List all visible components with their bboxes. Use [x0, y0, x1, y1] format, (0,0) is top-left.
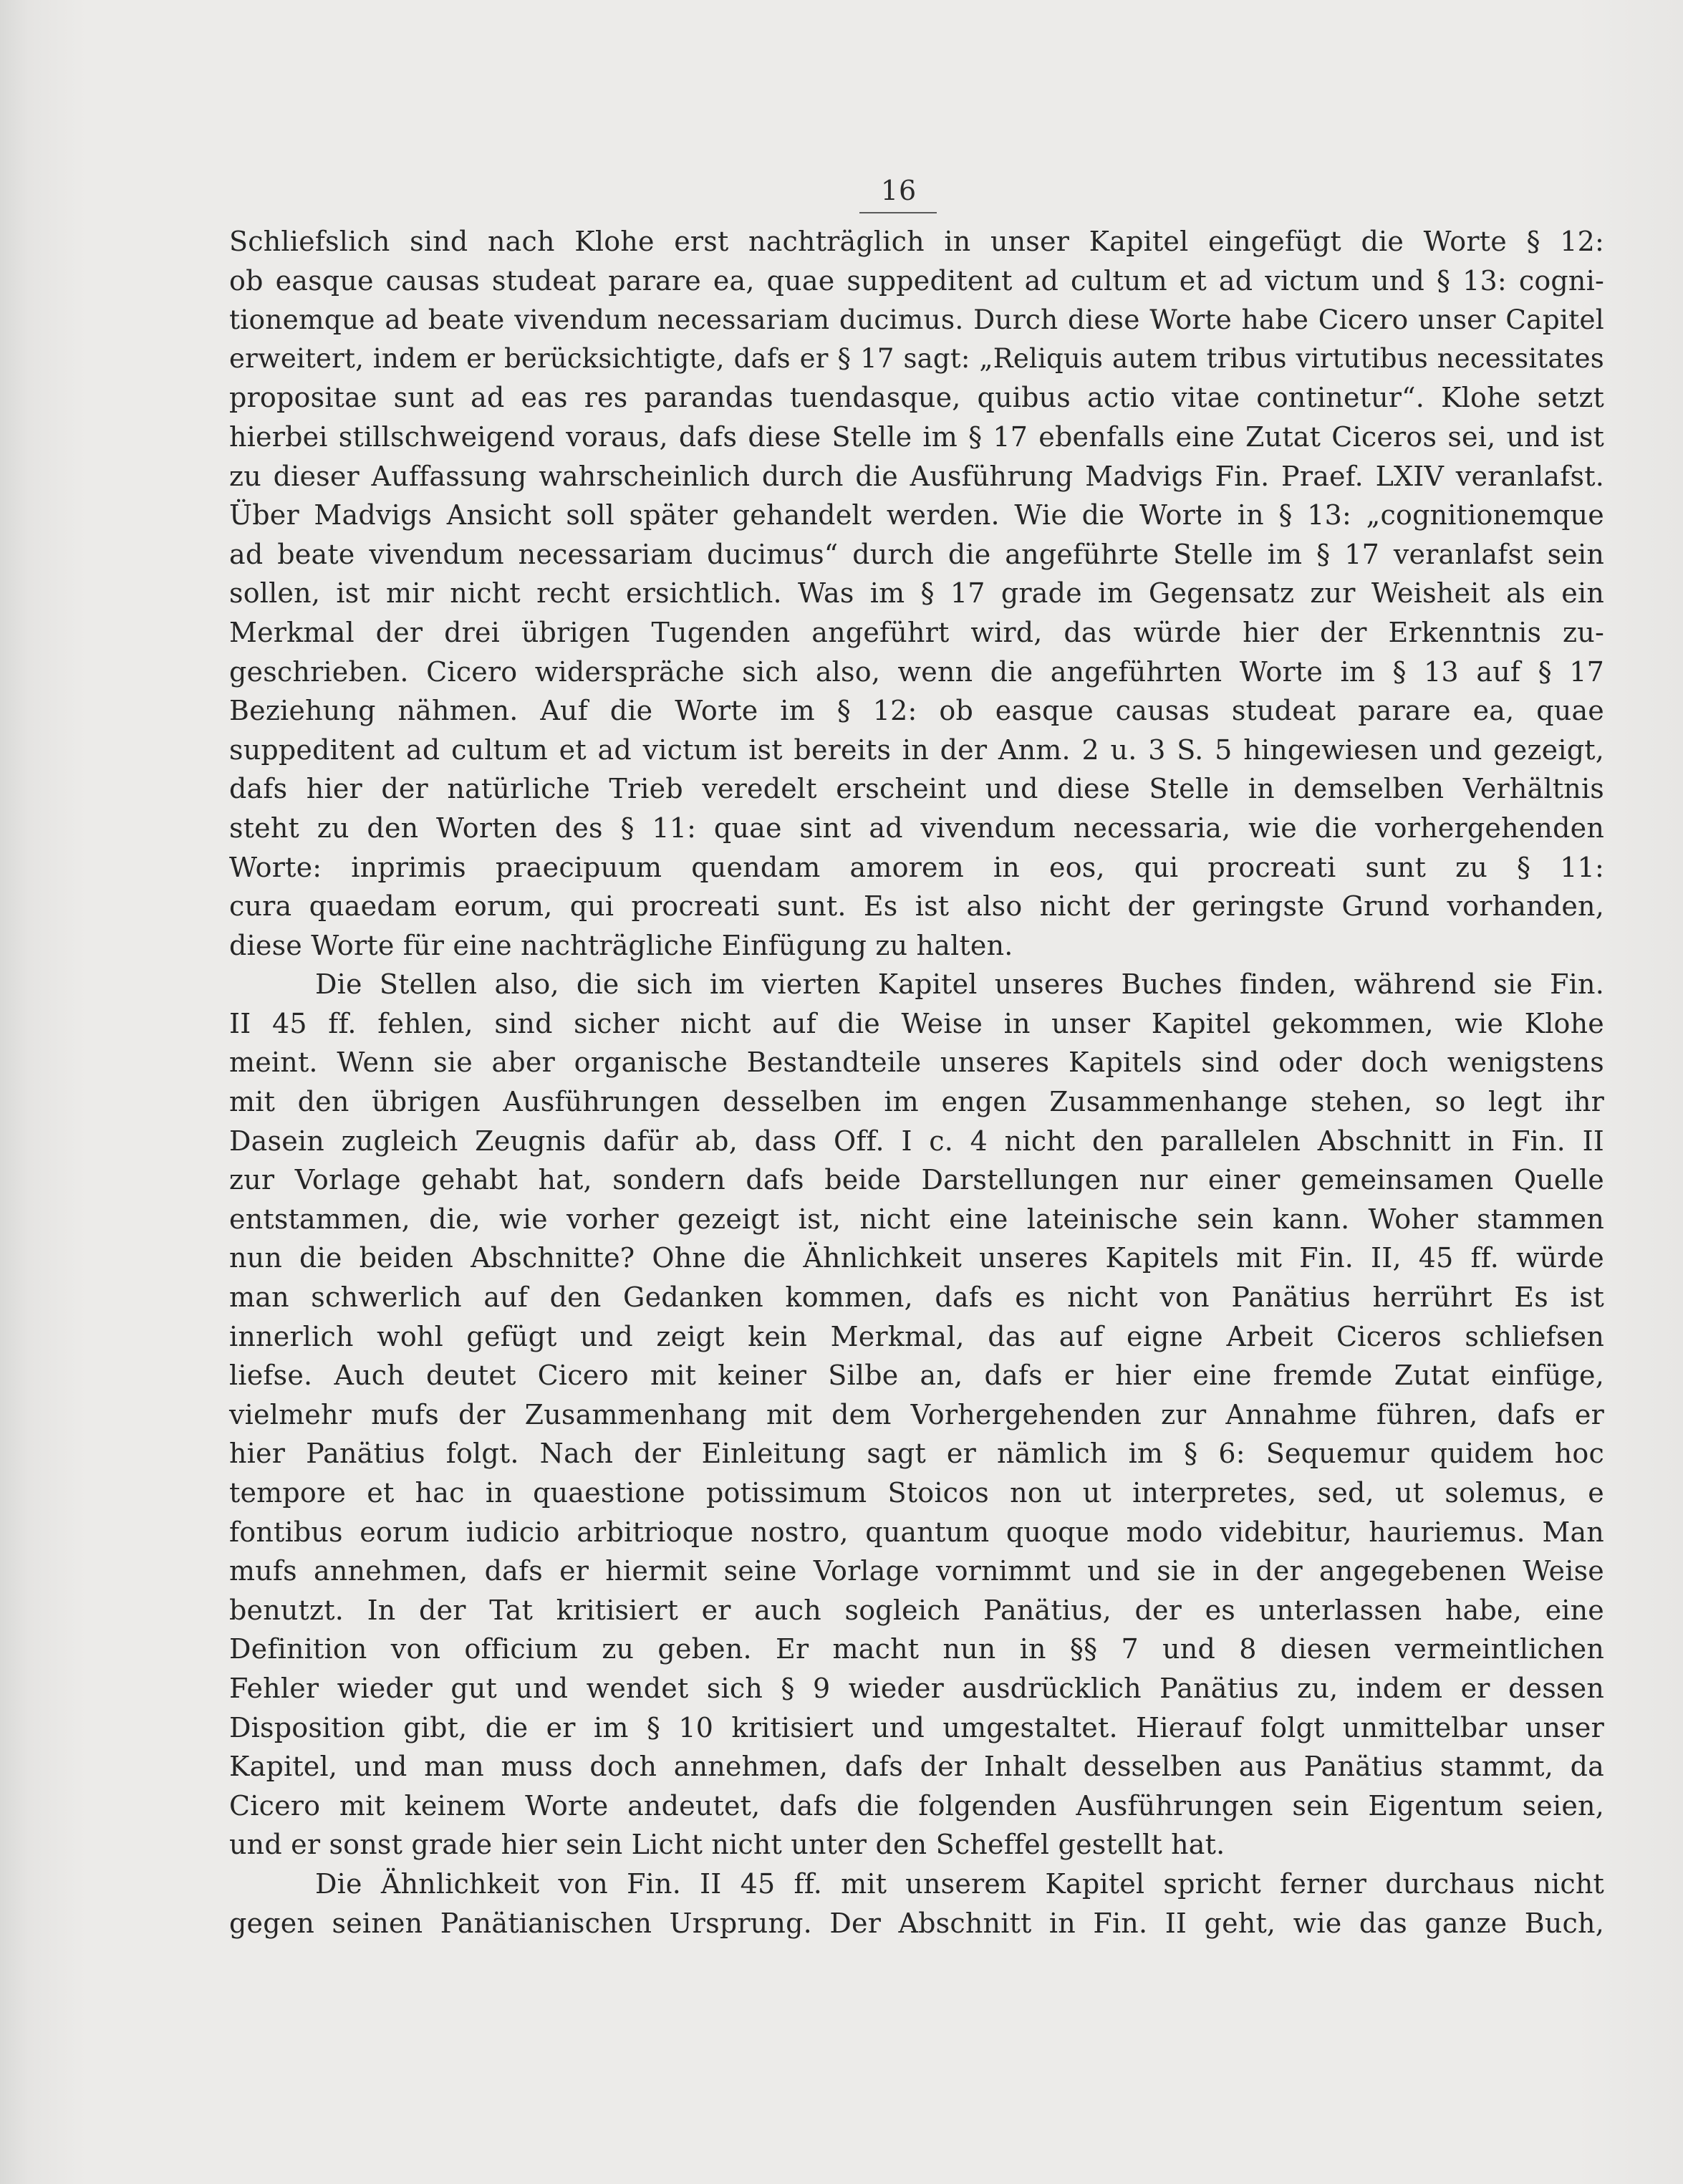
- text-line: mit den übrigen Ausführungen desselben im engen Zusammenhange stehen, so legt ihr: [229, 1086, 1604, 1118]
- body-text: [229, 222, 1604, 1943]
- text-line: suppeditent ad cultum et ad victum ist bereits in der Anm. 2 u. 3 S. 5 hingewiesen und gezeigt,: [229, 733, 1604, 766]
- text-line: Die Ähnlichkeit von Fin. II 45 ff. mit unserem Kapitel spricht ferner durchaus nicht: [315, 1867, 1604, 1900]
- text-line: benutzt. In der Tat kritisiert er auch sogleich Panätius, der es unterlassen habe, eine: [229, 1594, 1604, 1626]
- text-line: gegen seinen Panätianischen Ursprung. Der Abschnitt in Fin. II geht, wie das ganze Buch,: [229, 1907, 1604, 1939]
- text-line: propositae sunt ad eas res parandas tuendasque, quibus actio vitae continetur“. Klohe setzt: [229, 382, 1604, 414]
- text-line: tempore et hac in quaestione potissimum Stoicos non ut interpretes, sed, ut solemus, e: [229, 1477, 1604, 1509]
- text-line: dafs hier der natürliche Trieb veredelt erscheint und diese Stelle in demselben Verhältnis: [229, 773, 1604, 805]
- text-line: hierbei stillschweigend voraus, dafs diese Stelle im § 17 ebenfalls eine Zutat Ciceros sei, und ist: [229, 420, 1604, 453]
- text-line: ad beate vivendum necessariam ducimus“ durch die angeführte Stelle im § 17 veranlafst sein: [229, 538, 1604, 570]
- text-line: entstammen, die, wie vorher gezeigt ist, nicht eine lateinische sein kann. Woher stammen: [229, 1203, 1604, 1235]
- text-line: mufs annehmen, dafs er hiermit seine Vorlage vornimmt und sie in der angegebenen Weise: [229, 1555, 1604, 1587]
- text-line: II 45 ff. fehlen, sind sicher nicht auf die Weise in unser Kapitel gekommen, wie Klohe: [229, 1007, 1604, 1039]
- text-line: Fehler wieder gut und wendet sich § 9 wieder ausdrücklich Panätius zu, indem er dessen: [229, 1672, 1604, 1704]
- text-line: nun die beiden Abschnitte? Ohne die Ähnlichkeit unseres Kapitels mit Fin. II, 45 ff. würde: [229, 1242, 1604, 1274]
- text-line: fontibus eorum iudicio arbitrioque nostro, quantum quoque modo videbitur, hauriemus. Man: [229, 1516, 1604, 1548]
- text-line: innerlich wohl gefügt und zeigt kein Merkmal, das auf eigne Arbeit Ciceros schliefsen: [229, 1320, 1604, 1352]
- text-line: und er sonst grade hier sein Licht nicht unter den Scheffel gestellt hat.: [229, 1829, 1225, 1861]
- text-line: Merkmal der drei übrigen Tugenden angeführt wird, das würde hier der Erkenntnis zu-: [229, 616, 1604, 648]
- text-line: Definition von officium zu geben. Er macht nun in §§ 7 und 8 diesen vermeintlichen: [229, 1633, 1604, 1665]
- text-line: Beziehung nähmen. Auf die Worte im § 12: ob easque causas studeat parare ea, quae: [229, 695, 1604, 727]
- text-line: man schwerlich auf den Gedanken kommen, dafs es nicht von Panätius herrührt Es ist: [229, 1281, 1604, 1314]
- text-line: Die Stellen also, die sich im vierten Kapitel unseres Buches finden, während sie Fin.: [315, 968, 1604, 1001]
- text-line: Schliefslich sind nach Klohe erst nachträglich in unser Kapitel eingefügt die Worte § 12:: [229, 226, 1604, 257]
- text-line: ob easque causas studeat parare ea, quae suppeditent ad cultum et ad victum und § 13: cogni-: [229, 264, 1604, 297]
- text-line: steht zu den Worten des § 11: quae sint ad vivendum necessaria, wie die vorhergehenden: [229, 812, 1604, 844]
- text-line: hier Panätius folgt. Nach der Einleitung sagt er nämlich im § 6: Sequemur quidem hoc: [229, 1438, 1604, 1470]
- text-line: Kapitel, und man muss doch annehmen, dafs der Inhalt desselben aus Panätius stammt, da: [229, 1751, 1604, 1783]
- text-line: cura quaedam eorum, qui procreati sunt. Es ist also nicht der geringste Grund vorhanden,: [229, 890, 1604, 923]
- text-line: Disposition gibt, die er im § 10 kritisiert und umgestaltet. Hierauf folgt unmittelbar unser: [229, 1711, 1604, 1743]
- text-line: tionemque ad beate vivendum necessariam ducimus. Durch diese Worte habe Cicero unser Capitel: [229, 304, 1604, 336]
- text-line: liefse. Auch deutet Cicero mit keiner Silbe an, dafs er hier eine fremde Zutat einfüge,: [229, 1360, 1604, 1392]
- text-line: erweitert, indem er berücksichtigte, dafs er § 17 sagt: „Reliquis autem tribus virtutibus necessitates: [229, 342, 1604, 374]
- text-line: vielmehr mufs der Zusammenhang mit dem Vorhergehenden zur Annahme führen, dafs er: [229, 1398, 1604, 1430]
- page-number-rule: [859, 212, 937, 213]
- text-line: geschrieben. Cicero widerspräche sich also, wenn die angeführten Worte im § 13 auf § 17: [229, 655, 1604, 688]
- text-line: zu dieser Auffassung wahrscheinlich durch die Ausführung Madvigs Fin. Praef. LXIV veranlafst.: [229, 460, 1604, 492]
- text-line: sollen, ist mir nicht recht ersichtlich. Was im § 17 grade im Gegensatz zur Weisheit als ein: [229, 577, 1604, 610]
- text-line: Worte: inprimis praecipuum quendam amorem in eos, qui procreati sunt zu § 11:: [229, 851, 1604, 883]
- page-number: 16: [880, 175, 917, 206]
- text-line: Cicero mit keinem Worte andeutet, dafs die folgenden Ausführungen sein Eigentum seien,: [229, 1789, 1604, 1822]
- text-line: Dasein zugleich Zeugnis dafür ab, dass Off. I c. 4 nicht den parallelen Abschnitt in Fin. II: [229, 1125, 1604, 1157]
- text-line: diese Worte für eine nachträgliche Einfügung zu halten.: [229, 929, 1013, 961]
- text-line: zur Vorlage gehabt hat, sondern dafs beide Darstellungen nur einer gemeinsamen Quelle: [229, 1164, 1604, 1196]
- text-line: meint. Wenn sie aber organische Bestandteile unseres Kapitels sind oder doch wenigstens: [229, 1047, 1604, 1079]
- text-line: Über Madvigs Ansicht soll später gehandelt werden. Wie die Worte in § 13: „cognitionemque: [229, 499, 1604, 531]
